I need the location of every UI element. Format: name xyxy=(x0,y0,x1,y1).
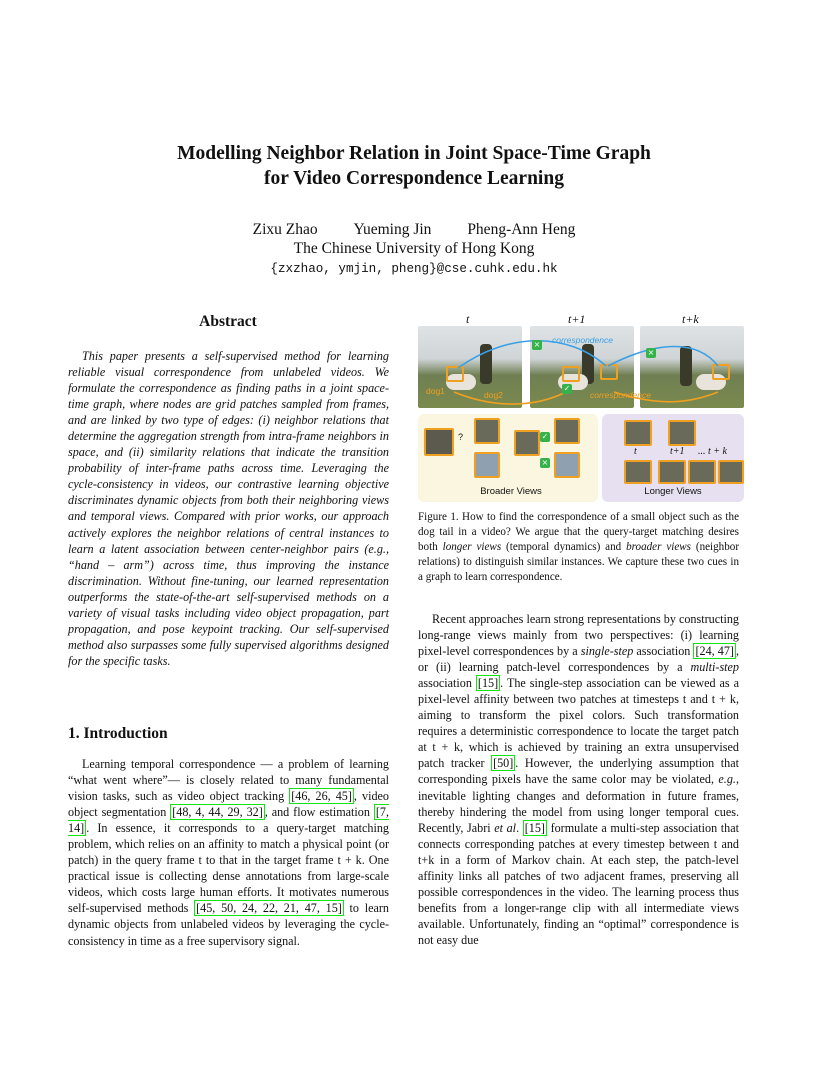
text-run: . The single-step association can be viewed as a pixel-level affinity between two patches at timesteps t and t + k, aiming to transform the pixel colors. Such transformation requires a deterministic correspondence to locate the target patch at t + k, which is achieved by training an extra unsupervised patch tracker xyxy=(418,676,739,771)
introduction-paragraph xyxy=(68,756,389,949)
text-run: , and flow estimation xyxy=(264,805,374,820)
author-3: Pheng-Ann Heng xyxy=(467,221,576,238)
figure-1 xyxy=(418,310,744,504)
question-mark: ? xyxy=(458,432,464,442)
citation-link[interactable]: [50] xyxy=(493,756,514,771)
longer-thumb xyxy=(718,460,744,484)
neighbor-thumb xyxy=(514,430,540,456)
frame-label-t1: t+1 xyxy=(568,312,586,326)
text-run-italic: longer views xyxy=(442,540,502,553)
correspondence-label-top: correspondence xyxy=(552,335,613,345)
abstract-heading: Abstract xyxy=(199,313,257,330)
longer-views-panel xyxy=(602,414,744,502)
author-email: {zxzhao, ymjin, pheng}@cse.cuhk.edu.hk xyxy=(270,262,558,276)
citation-link[interactable]: [15] xyxy=(524,820,545,835)
cross-icon: × xyxy=(541,458,549,467)
citation-link[interactable]: [15] xyxy=(477,676,499,691)
text-run-italic: broader views xyxy=(626,540,691,553)
longer-thumb xyxy=(624,420,652,446)
text-run: Figure 1. How to find the correspondence of a small object such as the dog tail in a video? We argue that the query-target matching desires both xyxy=(418,511,739,553)
text-run-italic: et al xyxy=(494,820,517,835)
correspondence-label-bottom: correspondence xyxy=(590,390,651,400)
author-2: Yueming Jin xyxy=(353,221,432,238)
broader-views-label: Broader Views xyxy=(480,486,542,497)
longer-thumb xyxy=(624,460,652,484)
frame-label-tk: t+k xyxy=(682,312,699,326)
text-run: , or (ii) learning patch-level correspondences by a xyxy=(418,644,740,675)
section-heading-introduction: 1. Introduction xyxy=(68,725,168,742)
dog1-label: dog1 xyxy=(426,386,445,396)
text-run: to learn dynamic objects from unlabeled videos by leveraging the cycle-consistency in time as a free supervisory signal. xyxy=(68,901,389,948)
longer-thumb xyxy=(688,460,716,484)
dog2-label: dog2 xyxy=(484,390,503,400)
text-run: Recent approaches learn strong representations by constructing long-range views mainly from two perspectives: (i) learning pixel-level correspondences by a xyxy=(418,612,739,659)
citation-link[interactable]: [7, 14] xyxy=(68,805,389,836)
neighbor-thumb xyxy=(554,418,580,444)
citation-link[interactable]: [45, 50, 24, 22, 21, 47, 15] xyxy=(196,901,342,916)
neighbor-thumb xyxy=(554,452,580,478)
citation-link[interactable]: [46, 26, 45] xyxy=(291,789,352,804)
text-run-italic: e.g. xyxy=(718,772,736,787)
title-line-1: Modelling Neighbor Relation in Joint Space-Time Graph xyxy=(177,143,651,164)
text-run: . xyxy=(516,820,523,835)
cross-icon: × xyxy=(533,340,541,349)
paper-title xyxy=(0,141,828,191)
query-patch-thumb xyxy=(424,428,454,456)
text-run: association xyxy=(633,644,694,659)
text-run: (neighbor relations) to distinguish similar instances. We capture these two cues in a graph to learn correspondence. xyxy=(418,540,740,583)
citation-link[interactable]: [24, 47] xyxy=(695,644,734,659)
broader-views-panel xyxy=(418,414,598,502)
text-run: , video object segmentation xyxy=(68,789,389,820)
text-run: , inevitable lighting changes and deformation in future frames, thereby hindering the model from using longer temporal cues. Recently, Jabri xyxy=(418,772,739,835)
longer-label-t: t xyxy=(634,446,637,457)
candidate-thumb xyxy=(474,452,500,478)
longer-thumb xyxy=(668,420,696,446)
longer-views-label: Longer Views xyxy=(644,486,702,497)
text-run-italic: multi-step xyxy=(690,660,739,675)
author-1: Zixu Zhao xyxy=(252,221,318,238)
text-run: formulate a multi-step association that connects corresponding patches at every timestep between t and t+k in a form of Markov chain. At each step, the patch-level affinity links all patches of two adjacent frames, preserving all possible correspondences in the video. The learning process thus benefits from a longer-range clip with all intermediate views available. Unfortunately, finding an “optimal” correspondence is not easy due xyxy=(418,820,739,947)
abstract-text: This paper presents a self-supervised method for learning reliable visual correspondence from unlabeled videos. We formulate the correspondence as finding paths in a joint space-time graph, where nodes are grid patches sampled from frames, and are linked by two type of edges: (i) neighbor relations that determine the aggregation strength from intra-frame neighbors in space, and (ii) similarity relations that indicate the transition probability of inter-frame paths across time. Leveraging the cycle-consistency in videos, our contrastive learning objective discriminates dynamic objects from both their neighboring views and temporal views. Compared with prior works, our approach actively explores the neighbor relations of central instances to learn a latent association between center-neighbor pairs (e.g., “hand – arm”) across time, thus improving the instance discrimination. Without fine-tuning, our learned representation outperforms the state-of-the-art self-supervised methods on a variety of visual tasks including video object propagation, part propagation, and pose keypoint tracking. Our self-supervised method also surpasses some fully supervised algorithms designed for the specific tasks. xyxy=(68,349,389,668)
figure-caption xyxy=(418,510,739,585)
check-icon: ✓ xyxy=(563,384,571,393)
text-run: association xyxy=(418,676,476,691)
text-run: . However, the underlying assumption that corresponding pixels have the same color may be violated, xyxy=(418,756,739,787)
text-run: Learning temporal correspondence — a problem of learning “what went where”— is closely related to many fundamental vision tasks, such as video object tracking xyxy=(68,757,389,804)
text-run: (temporal dynamics) and xyxy=(501,540,627,553)
check-icon: ✓ xyxy=(541,432,549,441)
text-run-italic: single-step xyxy=(580,644,634,659)
text-run: . In essence, it corresponds to a query-target matching problem, which relies on an affinity to match a physical point (or patch) in the query frame t to that in the target frame t + k. One practical issue is collecting dense annotations from large-scale videos, which costs large human efforts. It motivates numerous self-supervised methods xyxy=(68,821,389,916)
affiliation: The Chinese University of Hong Kong xyxy=(293,240,535,257)
longer-thumb xyxy=(658,460,686,484)
body-paragraph xyxy=(418,611,739,948)
citation-link[interactable]: [48, 4, 44, 29, 32] xyxy=(172,805,263,820)
cross-icon: × xyxy=(647,348,655,357)
title-line-2: for Video Correspondence Learning xyxy=(264,168,564,189)
longer-label-t1: t+1 xyxy=(670,446,685,457)
longer-label-tk: ... t + k xyxy=(698,446,727,457)
author-list xyxy=(0,220,828,240)
candidate-thumb xyxy=(474,418,500,444)
frame-label-t: t xyxy=(466,312,470,326)
